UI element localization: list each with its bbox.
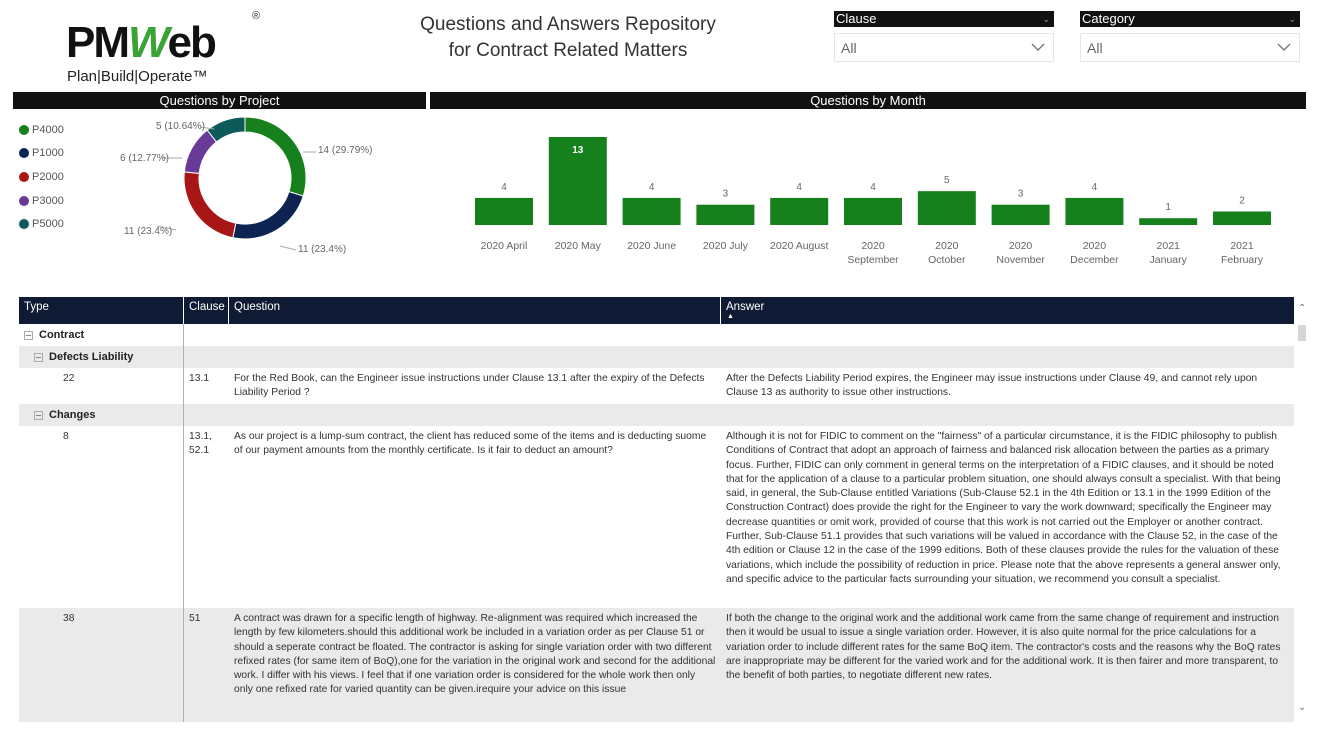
bar[interactable] bbox=[1213, 211, 1271, 225]
chevron-down-icon: ⌄ bbox=[1042, 14, 1050, 24]
x-axis-tick-label: 2020 bbox=[935, 240, 959, 252]
report-title-line1: Questions and Answers Repository bbox=[420, 14, 716, 35]
bar-data-label: 1 bbox=[1165, 202, 1171, 214]
chevron-down-icon: ⌄ bbox=[1288, 14, 1296, 24]
scroll-up-icon[interactable]: ⌃ bbox=[1298, 303, 1307, 314]
row-id: 8 bbox=[19, 426, 184, 608]
bar-data-label: 3 bbox=[1017, 188, 1024, 200]
table-header bbox=[19, 297, 1294, 324]
row-clause: 51 bbox=[189, 613, 201, 624]
questions-by-month-bar-chart bbox=[430, 112, 1306, 272]
bar[interactable] bbox=[918, 191, 976, 225]
table-row bbox=[19, 368, 1294, 404]
pmweb-logo bbox=[66, 10, 276, 88]
legend-dot bbox=[19, 148, 29, 158]
bar[interactable] bbox=[696, 205, 754, 225]
donut-label-p5000: 5 (10.64%) bbox=[156, 121, 205, 132]
legend-item-p3000[interactable]: P3000 bbox=[19, 189, 64, 213]
donut-label-p3000: 6 (12.77%) bbox=[120, 153, 169, 164]
bar-data-label: 4 bbox=[648, 181, 655, 193]
legend-item-p2000[interactable]: P2000 bbox=[19, 165, 64, 189]
legend-item-p1000[interactable]: P1000 bbox=[19, 142, 64, 166]
x-axis-tick-label: 2020 May bbox=[554, 240, 601, 252]
x-axis-tick-label: November bbox=[996, 254, 1045, 266]
x-axis-tick-label: October bbox=[928, 254, 966, 266]
report-title-line2: for Contract Related Matters bbox=[448, 40, 688, 61]
x-axis-tick-label: 2021 bbox=[1156, 240, 1180, 252]
legend-item-p4000[interactable]: P4000 bbox=[19, 118, 64, 142]
clause-slicer-header[interactable]: Clause ⌄ bbox=[834, 11, 1054, 27]
row-question: For the Red Book, can the Engineer issue instructions under Clause 13.1 after the expiry of the Defects Liability Period ? bbox=[234, 373, 705, 399]
legend-dot bbox=[19, 125, 29, 135]
table-row bbox=[19, 608, 1294, 722]
category-slicer-dropdown[interactable] bbox=[1080, 33, 1300, 62]
x-axis-tick-label: 2020 June bbox=[627, 240, 677, 252]
category-slicer-header[interactable]: Category ⌄ bbox=[1080, 11, 1300, 27]
scroll-down-icon[interactable]: ⌄ bbox=[1298, 702, 1307, 713]
donut-slice-p2000[interactable] bbox=[184, 172, 236, 238]
x-axis-tick-label: December bbox=[1070, 254, 1119, 266]
row-id: 22 bbox=[19, 368, 184, 404]
bar-data-label: 13 bbox=[572, 145, 584, 156]
x-axis-tick-label: 2020 August bbox=[770, 240, 829, 252]
chevron-down-icon bbox=[1277, 43, 1291, 52]
bar-data-label: 5 bbox=[944, 175, 950, 187]
group-row-contract: Contract bbox=[19, 324, 1294, 346]
bar[interactable] bbox=[1065, 198, 1123, 225]
donut-slice-p4000[interactable] bbox=[245, 117, 306, 196]
bar-data-label: 4 bbox=[796, 181, 802, 193]
bar-data-label: 4 bbox=[870, 181, 876, 193]
bar-data-label: 2 bbox=[1239, 195, 1245, 207]
table-row bbox=[19, 426, 1294, 608]
clause-slicer-value: All bbox=[841, 40, 857, 56]
x-axis-tick-label: January bbox=[1149, 254, 1187, 266]
qa-table bbox=[19, 297, 1294, 722]
row-answer: After the Defects Liability Period expires, the Engineer may issue instructions under Clause 49, and cannot rely upon Clause 13 as authority to issue other instructions. bbox=[726, 373, 1258, 399]
chevron-down-icon bbox=[1031, 43, 1045, 52]
legend-dot bbox=[19, 172, 29, 182]
x-axis-tick-label: 2020 bbox=[1008, 240, 1033, 252]
x-axis-tick-label: 2020 April bbox=[480, 240, 528, 252]
x-axis-tick-label: 2021 bbox=[1230, 240, 1254, 252]
sort-ascending-icon: ▲ bbox=[727, 313, 734, 320]
column-header-clause[interactable]: Clause bbox=[184, 297, 229, 324]
collapse-icon[interactable] bbox=[34, 353, 43, 362]
bar[interactable] bbox=[623, 198, 681, 225]
table-scrollbar[interactable] bbox=[1296, 297, 1308, 719]
x-axis-tick-label: February bbox=[1220, 254, 1264, 266]
column-header-answer[interactable]: Answer ▲ bbox=[726, 301, 765, 320]
questions-by-project-donut bbox=[100, 112, 400, 272]
logo-wordmark: PMWeb bbox=[66, 18, 215, 67]
legend-dot bbox=[19, 196, 29, 206]
bar-data-label: 4 bbox=[1091, 181, 1098, 193]
legend-item-p5000[interactable]: P5000 bbox=[19, 212, 64, 236]
questions-by-project-header: Questions by Project bbox=[13, 92, 426, 109]
bar-data-label: 3 bbox=[722, 188, 729, 200]
collapse-icon[interactable] bbox=[34, 411, 43, 420]
group-row-defects-liability: Defects Liability bbox=[19, 346, 1294, 368]
donut-label-p2000: 11 (23.4%) bbox=[124, 226, 173, 237]
collapse-icon[interactable] bbox=[24, 331, 33, 340]
logo-tagline: Plan|Build|Operate™ bbox=[67, 68, 208, 85]
questions-by-month-header: Questions by Month bbox=[430, 92, 1306, 109]
logo-registered-mark: ® bbox=[252, 10, 261, 22]
row-question: A contract was drawn for a specific length of highway. Re-alignment was required which increased the length by few kilometers.should this additional work be included in a variation order as per Clause 51 or should a seperate contract be floated. The contractor is asking for single variation order with two different refixed rates (for same item of BoQ),one for the variation in the original work and second for the additional work. I differ with his views. I feel that if one variation order is considered for the whole work then only only one refixed rate for varied quantity can be given.irequire your advice on this issue bbox=[234, 613, 716, 696]
donut-legend bbox=[19, 118, 64, 236]
bar-data-label: 4 bbox=[501, 181, 507, 193]
row-answer: Although it is not for FIDIC to comment on the "fairness" of a particular circumstance, it is the FIDIC philosophy to publish Conditions of Contract that adopt an approach of fairness and balanced risk allocation between the parties as a primary focus. Further, FIDIC can only comment in general terms on the interpretation of a FIDIC clauses, and it should be noted that for the application of a clause to a particular problem situation, one should always consult a specialist. With that being said, in general, the Sub-Clause entitled Variations (Sub-Clause 52.1 in the 4th Edition or 13.1 in the 1999 Edition of the Construction Contract) does provide the right for the Engineer to vary the work downward; specifically the Engineer may decrease quantities or omit work, provided of course that this work is not carried out the Employer or another contract. Further, Sub-Clause 51.1 provides that such variations will be valued in accordance with the Clause 52, in the case of the 4th edition or Clause 12 in the case of the 1999 editions. Both of these clauses provide the rules for the valuation of these variations, which include the possibility of reduction in price. Please note that the above represents a general answer only, and specific advice to the particular facts surrounding your situation, we recommend you consult a specialist. bbox=[726, 431, 1281, 585]
bar[interactable] bbox=[844, 198, 902, 225]
report-title bbox=[410, 12, 726, 64]
row-question: As our project is a lump-sum contract, the client has reduced some of the items and is deducting suome of our payment amounts from the monthly certificate. Is it fair to deduct an amount? bbox=[234, 431, 707, 457]
column-header-type[interactable]: Type bbox=[19, 297, 184, 324]
clause-slicer-dropdown[interactable] bbox=[834, 33, 1054, 62]
x-axis-tick-label: 2020 July bbox=[702, 240, 748, 252]
donut-label-p1000: 11 (23.4%) bbox=[298, 244, 347, 255]
x-axis-tick-label: 2020 bbox=[861, 240, 885, 252]
column-header-question[interactable]: Question bbox=[229, 297, 721, 324]
bar[interactable] bbox=[1139, 218, 1197, 225]
legend-dot bbox=[19, 219, 29, 229]
donut-slice-p1000[interactable] bbox=[233, 192, 303, 239]
bar[interactable] bbox=[475, 198, 533, 225]
x-axis-tick-label: 2020 bbox=[1082, 240, 1107, 252]
row-answer: If both the change to the original work and the additional work came from the same change of requirement and instruction then it would be usual to issue a single variation order. However, it is also quite normal for the price calculations for a variation order to include different rates for the same BoQ item. The contractor's costs and the reasons why the BoQ rates are inappropriate may be different for the varied work and for the additional work. It is then fairer and more transparent, to the benefit of both parties, to negotiate different new rates. bbox=[726, 613, 1281, 682]
category-slicer-value: All bbox=[1087, 40, 1103, 56]
x-axis-tick-label: September bbox=[847, 254, 899, 266]
clause-slicer bbox=[834, 11, 1054, 62]
scrollbar-thumb[interactable] bbox=[1298, 325, 1306, 341]
bar[interactable] bbox=[770, 198, 828, 225]
group-row-changes: Changes bbox=[19, 404, 1294, 426]
row-id: 38 bbox=[19, 608, 184, 722]
donut-label-p4000: 14 (29.79%) bbox=[318, 145, 373, 156]
row-clause: 13.1, 52.1 bbox=[189, 431, 212, 457]
donut-leader-line bbox=[280, 246, 296, 250]
bar[interactable] bbox=[992, 205, 1050, 225]
donut-slice-p3000[interactable] bbox=[184, 130, 216, 173]
row-clause: 13.1 bbox=[189, 373, 210, 384]
category-slicer bbox=[1080, 11, 1300, 62]
